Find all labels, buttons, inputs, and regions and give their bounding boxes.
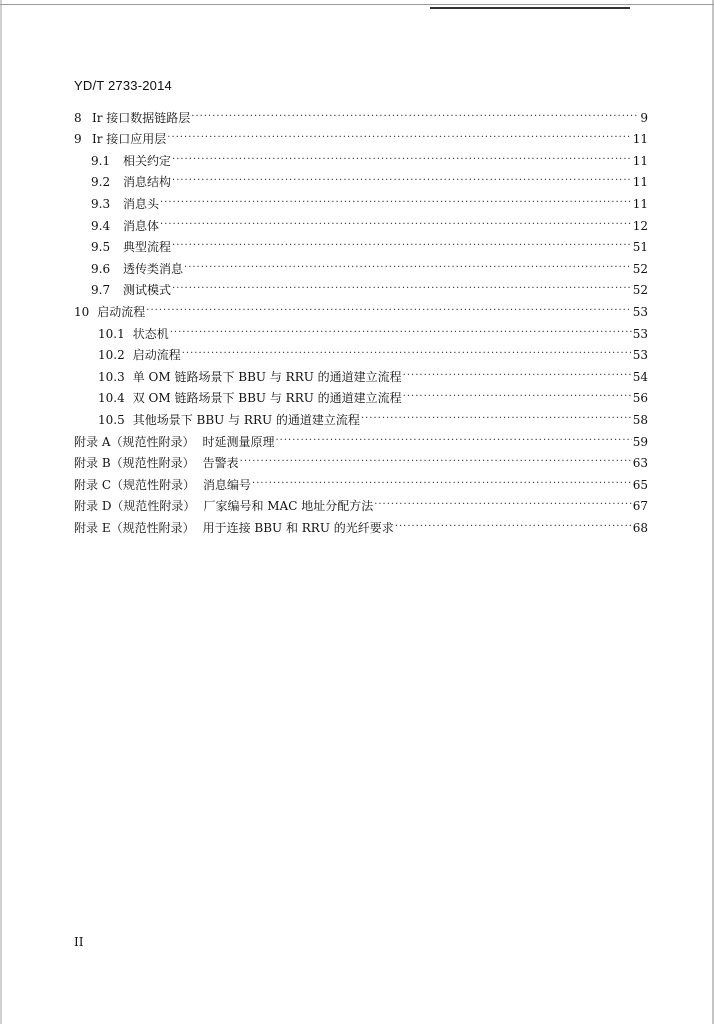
toc-dot-leader: [172, 283, 632, 297]
toc-entry-number: 10.5: [98, 412, 125, 427]
toc-entry-page: 63: [632, 456, 648, 471]
toc-entry-title: 时延测量原理: [202, 434, 275, 449]
toc-entry-title: 消息结构: [123, 175, 172, 190]
toc-entry[interactable]: [74, 319, 648, 341]
toc-entry-number: 10.1: [98, 326, 125, 341]
scan-left-edge: [0, 0, 2, 1024]
toc-entry-number: 9.3: [91, 196, 111, 211]
toc-dot-leader: [361, 413, 632, 427]
toc-dot-leader: [160, 197, 632, 211]
toc-entry-page: 53: [632, 326, 648, 341]
toc-entry-page: 68: [632, 520, 648, 535]
toc-entry-title: 相关约定: [123, 153, 172, 168]
toc-entry-page: 54: [632, 369, 648, 384]
toc-entry[interactable]: [74, 341, 648, 363]
toc-entry-title: 典型流程: [123, 240, 172, 255]
toc-entry[interactable]: [74, 405, 648, 427]
toc-entry-title: 启动流程: [132, 348, 181, 363]
toc-entry-number: 9.1: [91, 153, 111, 168]
toc-dot-leader: [167, 132, 631, 146]
toc-dot-leader: [240, 456, 632, 470]
page-number: II: [74, 935, 84, 949]
toc-entry[interactable]: [74, 254, 648, 276]
toc-dot-leader: [374, 499, 632, 513]
toc-entry[interactable]: [74, 297, 648, 319]
toc-dot-leader: [184, 262, 632, 276]
toc-entry-page: 12: [632, 218, 648, 233]
toc-entry-title: 单 OM 链路场景下 BBU 与 RRU 的通道建立流程: [132, 369, 402, 384]
toc-entry[interactable]: [74, 189, 648, 211]
toc-entry-title: 透传类消息: [123, 261, 184, 276]
toc-entry-page: 56: [632, 391, 648, 406]
toc-entry-number: 9: [74, 132, 82, 147]
toc-entry-page: 11: [632, 175, 648, 190]
toc-entry-title: 消息体: [123, 218, 160, 233]
toc-entry[interactable]: [74, 470, 648, 492]
toc-entry-page: 65: [632, 477, 648, 492]
toc-dot-leader: [403, 391, 632, 405]
toc-entry-title: Ir 接口应用层: [92, 132, 167, 147]
toc-entry-number: 9.7: [91, 283, 111, 298]
toc-entry-title: Ir 接口数据链路层: [92, 110, 191, 125]
toc-dot-leader: [252, 478, 632, 492]
toc-entry-number: 10.4: [98, 391, 125, 406]
toc-entry-number: 9.2: [91, 175, 111, 190]
toc-entry[interactable]: [74, 233, 648, 255]
toc-entry[interactable]: [74, 125, 648, 147]
toc-entry[interactable]: [74, 211, 648, 233]
toc-entry-title: 状态机: [132, 326, 169, 341]
toc-entry-page: 52: [632, 283, 648, 298]
toc-dot-leader: [146, 305, 631, 319]
toc-entry-title: 消息编号: [203, 477, 252, 492]
toc-entry-page: 11: [632, 153, 648, 168]
toc-entry[interactable]: [74, 384, 648, 406]
toc-entry-page: 9: [640, 110, 648, 125]
toc-dot-leader: [276, 435, 632, 449]
toc-entry-title: 厂家编号和 MAC 地址分配方法: [203, 499, 374, 514]
toc-dot-leader: [160, 219, 632, 233]
toc-dot-leader: [395, 521, 632, 535]
toc-entry-page: 53: [632, 348, 648, 363]
toc-entry[interactable]: [74, 103, 648, 125]
toc-dot-leader: [403, 370, 632, 384]
toc-entry-number: 附录 D（规范性附录）: [74, 499, 196, 514]
toc-dot-leader: [172, 154, 632, 168]
toc-entry[interactable]: [74, 362, 648, 384]
scan-top-line-accent: [430, 7, 630, 9]
toc-entry-page: 53: [632, 304, 648, 319]
toc-entry[interactable]: [74, 168, 648, 190]
toc-entry[interactable]: [74, 513, 648, 535]
toc-entry-page: 67: [632, 499, 648, 514]
toc-entry-number: 附录 E（规范性附录）: [74, 520, 195, 535]
toc-entry-number: 10.2: [98, 348, 125, 363]
document-code: YD/T 2733-2014: [74, 78, 172, 93]
toc-entry[interactable]: [74, 492, 648, 514]
toc-entry-title: 告警表: [202, 456, 239, 471]
toc-dot-leader: [170, 327, 632, 341]
toc-entry-title: 用于连接 BBU 和 RRU 的光纤要求: [202, 520, 394, 535]
toc-entry[interactable]: [74, 146, 648, 168]
toc-dot-leader: [172, 175, 632, 189]
toc-entry-title: 消息头: [123, 196, 160, 211]
toc-entry-page: 11: [632, 196, 648, 211]
toc-entry-title: 双 OM 链路场景下 BBU 与 RRU 的通道建立流程: [132, 391, 402, 406]
toc-entry-number: 9.5: [91, 240, 111, 255]
scan-top-line: [0, 4, 714, 5]
toc-entry-title: 其他场景下 BBU 与 RRU 的通道建立流程: [132, 412, 360, 427]
toc-entry-title: 测试模式: [123, 283, 172, 298]
toc-entry-page: 58: [632, 412, 648, 427]
toc-entry-number: 9.4: [91, 218, 111, 233]
toc-entry-number: 10: [74, 304, 90, 319]
toc-entry-number: 9.6: [91, 261, 111, 276]
toc-entry[interactable]: [74, 276, 648, 298]
toc-entry-page: 59: [632, 434, 648, 449]
toc-entry-page: 51: [632, 240, 648, 255]
toc-entry-page: 11: [632, 132, 648, 147]
toc-entry-number: 附录 B（规范性附录）: [74, 456, 195, 471]
toc-entry-page: 52: [632, 261, 648, 276]
toc-entry-number: 10.3: [98, 369, 125, 384]
toc-entry-number: 8: [74, 110, 82, 125]
toc-dot-leader: [172, 240, 632, 254]
toc-entry[interactable]: [74, 427, 648, 449]
toc-entry[interactable]: [74, 449, 648, 471]
toc-entry-number: 附录 C（规范性附录）: [74, 477, 195, 492]
toc-dot-leader: [191, 111, 639, 125]
toc-dot-leader: [182, 348, 632, 362]
toc-entry-number: 附录 A（规范性附录）: [74, 434, 195, 449]
toc-entry-title: 启动流程: [97, 304, 146, 319]
table-of-contents: [74, 103, 648, 535]
